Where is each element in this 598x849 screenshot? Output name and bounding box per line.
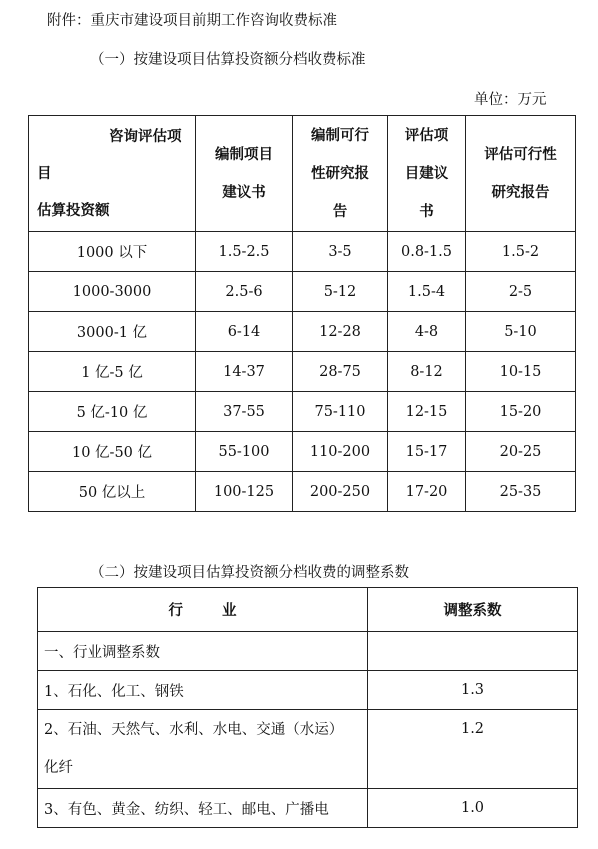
fee-standard-table: [28, 115, 576, 512]
value-cell: 4-8: [388, 312, 466, 352]
column-header-evaluate-feasibility: 评估可行性 研究报告: [466, 116, 576, 232]
section2-title: （二）按建设项目估算投资额分档收费的调整系数: [90, 565, 409, 581]
table-row: [38, 710, 578, 789]
table-header-row: [38, 588, 578, 632]
value-cell: 15-17: [388, 432, 466, 472]
value-cell: 12-15: [388, 392, 466, 432]
value-cell: 5-10: [466, 312, 576, 352]
coefficient-header: 调整系数: [368, 588, 578, 632]
industry-cell-line1: 2、石油、天然气、水利、水电、交通（水运）: [44, 722, 344, 738]
value-cell: 20-25: [466, 432, 576, 472]
corner-line3: 估算投资额: [37, 202, 110, 219]
document-title: 附件：重庆市建设项目前期工作咨询收费标准: [47, 13, 337, 29]
table-row: [29, 472, 576, 512]
value-cell: 5-12: [293, 272, 388, 312]
industry-cell: 3、有色、黄金、纺织、轻工、邮电、广播电: [38, 789, 368, 828]
industry-cell: 1、石化、化工、钢铁: [38, 671, 368, 710]
section1-title: （一）按建设项目估算投资额分档收费标准: [90, 52, 366, 68]
table-row: [38, 632, 578, 671]
table-row: [29, 232, 576, 272]
value-cell: 17-20: [388, 472, 466, 512]
coefficient-cell: 1.0: [368, 789, 578, 828]
value-cell: 1.5-2.5: [196, 232, 293, 272]
industry-header: 行 业: [38, 588, 368, 632]
column-header-feasibility: 编制可行 性研究报 告: [293, 116, 388, 232]
table-row: [29, 352, 576, 392]
coefficient-cell: 1.2: [368, 710, 578, 789]
range-cell: 3000-1 亿: [29, 312, 196, 352]
range-cell: 1000 以下: [29, 232, 196, 272]
range-cell: 10 亿-50 亿: [29, 432, 196, 472]
value-cell: 6-14: [196, 312, 293, 352]
adjustment-coefficient-table: [37, 587, 578, 828]
corner-line1: 咨询评估项: [109, 128, 182, 145]
value-cell: 75-110: [293, 392, 388, 432]
table-row: [29, 312, 576, 352]
value-cell: 100-125: [196, 472, 293, 512]
value-cell: 15-20: [466, 392, 576, 432]
value-cell: 10-15: [466, 352, 576, 392]
industry-cell: [38, 710, 368, 789]
value-cell: 12-28: [293, 312, 388, 352]
value-cell: 2-5: [466, 272, 576, 312]
table-row: [29, 432, 576, 472]
column-header-evaluate-proposal: 评估项 目建议 书: [388, 116, 466, 232]
value-cell: 200-250: [293, 472, 388, 512]
value-cell: 3-5: [293, 232, 388, 272]
value-cell: 55-100: [196, 432, 293, 472]
corner-line2: 目: [37, 165, 52, 182]
value-cell: 2.5-6: [196, 272, 293, 312]
value-cell: 1.5-4: [388, 272, 466, 312]
range-cell: 5 亿-10 亿: [29, 392, 196, 432]
coefficient-cell: [368, 632, 578, 671]
value-cell: 110-200: [293, 432, 388, 472]
table-header-row: [29, 116, 576, 232]
coefficient-cell: 1.3: [368, 671, 578, 710]
value-cell: 0.8-1.5: [388, 232, 466, 272]
table-row: [38, 671, 578, 710]
value-cell: 37-55: [196, 392, 293, 432]
column-header-proposal: 编制项目 建议书: [196, 116, 293, 232]
unit-label: 单位：万元: [474, 92, 547, 108]
table-row: [29, 392, 576, 432]
industry-cell-line2: 化纤: [44, 760, 73, 776]
industry-cell: 一、行业调整系数: [38, 632, 368, 671]
range-cell: 1000-3000: [29, 272, 196, 312]
range-cell: 1 亿-5 亿: [29, 352, 196, 392]
value-cell: 1.5-2: [466, 232, 576, 272]
range-cell: 50 亿以上: [29, 472, 196, 512]
table-row: [38, 789, 578, 828]
value-cell: 28-75: [293, 352, 388, 392]
corner-header: [29, 116, 196, 232]
value-cell: 8-12: [388, 352, 466, 392]
table-row: [29, 272, 576, 312]
value-cell: 25-35: [466, 472, 576, 512]
value-cell: 14-37: [196, 352, 293, 392]
